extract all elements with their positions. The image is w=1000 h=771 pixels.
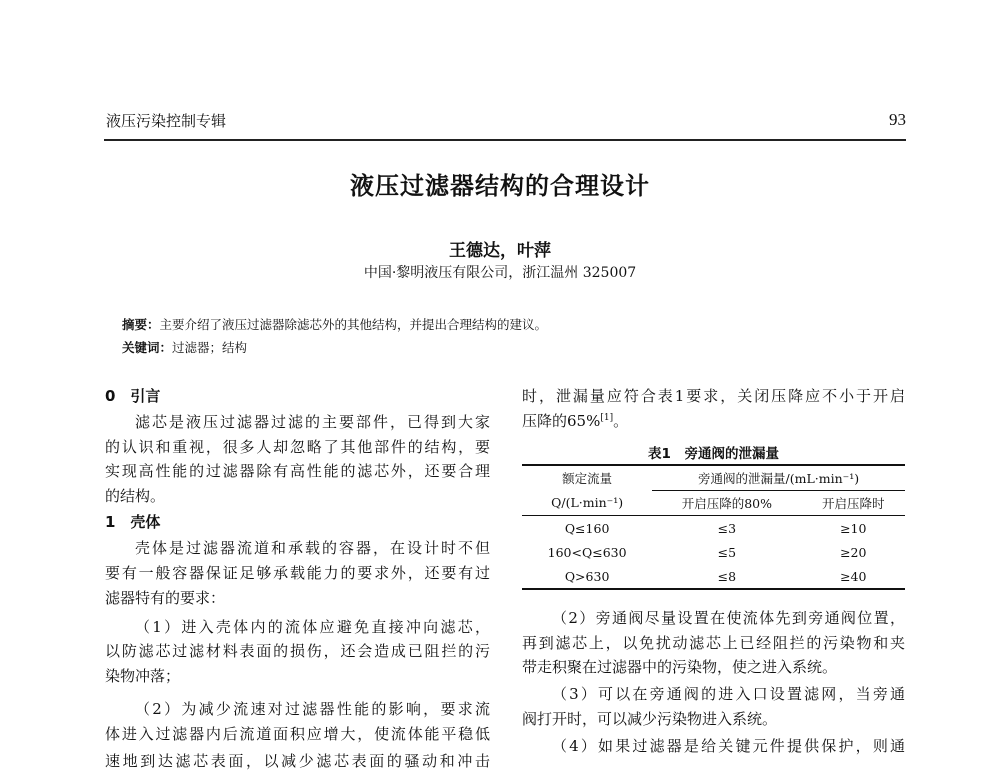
text-line: 的认识和重视，很多人却忽略了其他部件的结构，要 xyxy=(105,438,490,456)
abstract-label: 摘要： xyxy=(122,317,160,332)
table-cell: ≤5 xyxy=(717,544,737,560)
text-line: 要有一般容器保证足够承载能力的要求外，还要有过 xyxy=(105,564,490,582)
header-rule xyxy=(104,139,906,141)
text-line: 体进入过滤器内后流道面积应增大，使流体能平稳低 xyxy=(105,725,490,743)
col-header-flow-unit: Q/(L·min⁻¹) xyxy=(522,491,652,516)
text-line: 再到滤芯上，以免扰动滤芯上已经阻拦的污染物和夹 xyxy=(522,634,905,652)
table-cell: 160<Q≤630 xyxy=(547,544,627,560)
keywords xyxy=(122,338,247,356)
section-heading-housing: 1 壳体 xyxy=(105,513,161,531)
section-heading-intro: 0 引言 xyxy=(105,387,161,405)
text-line: 以防滤芯过滤材料表面的损伤，还会造成已阻拦的污 xyxy=(105,642,490,660)
text-fragment: 压降的65% xyxy=(522,412,601,430)
text-line xyxy=(522,410,905,431)
table-cell: Q≤160 xyxy=(564,520,610,536)
text-line: 带走积聚在过滤器中的污染物，使之进入系统。 xyxy=(522,658,838,676)
text-line: 壳体是过滤器流道和承载的容器，在设计时不但 xyxy=(135,539,490,557)
text-fragment: 。 xyxy=(613,412,629,430)
paper-title: 液压过滤器结构的合理设计 xyxy=(350,172,650,200)
text-line: （3）可以在旁通阀的进入口设置滤网，当旁通 xyxy=(552,685,905,703)
col-header-leakage: 旁通阀的泄漏量/(mL·min⁻¹) xyxy=(698,471,860,486)
table-caption: 表1 旁通阀的泄漏量 xyxy=(648,446,779,462)
text-line: （1）进入壳体内的流体应避免直接冲向滤芯， xyxy=(135,618,490,636)
text-line: （2）旁通阀尽量设置在使流体先到旁通阀位置， xyxy=(552,609,905,627)
table-row xyxy=(522,516,905,541)
sub-header-open: 开启压降时 xyxy=(802,491,905,516)
text-line: 滤芯是液压过滤器过滤的主要部件，已得到大家 xyxy=(135,413,490,431)
col-header-flow: 额定流量 xyxy=(562,471,613,487)
text-line: （2）为减少流速对过滤器性能的影响，要求流 xyxy=(135,700,490,718)
keywords-label: 关键词： xyxy=(122,340,173,355)
authors: 王德达，叶萍 xyxy=(449,241,551,261)
text-line: 染物冲落； xyxy=(105,667,181,685)
abstract-text: 主要介绍了液压过滤器除滤芯外的其他结构，并提出合理结构的建议。 xyxy=(159,317,548,332)
running-header: 液压污染控制专辑 xyxy=(106,112,227,130)
table-cell: Q>630 xyxy=(564,568,610,584)
sub-header-80: 开启压降的80% xyxy=(652,491,801,516)
table-cell: ≥10 xyxy=(840,520,867,536)
text-line: 时，泄漏量应符合表1要求，关闭压降应不小于开启 xyxy=(522,387,905,405)
table-cell: ≥20 xyxy=(840,544,867,560)
text-line: （4）如果过滤器是给关键元件提供保护，则通 xyxy=(552,737,905,755)
table-row xyxy=(522,540,905,564)
text-line: 阀打开时，可以减少污染物进入系统。 xyxy=(522,710,778,728)
affiliation: 中国·黎明液压有限公司，浙江温州 325007 xyxy=(363,265,637,281)
text-line: 滤器特有的要求： xyxy=(105,589,226,607)
keywords-text: 过滤器；结构 xyxy=(172,340,248,355)
table-cell: ≤3 xyxy=(717,520,737,536)
abstract xyxy=(122,315,547,333)
text-line: 速地到达滤芯表面，以减少滤芯表面的骚动和冲击 xyxy=(105,752,490,770)
text-line: 实现高性能的过滤器除有高性能的滤芯外，还要合理 xyxy=(105,462,490,480)
table-cell: ≥40 xyxy=(840,568,867,584)
table-cell: ≤8 xyxy=(717,568,737,584)
table-row xyxy=(522,564,905,589)
text-line: 的结构。 xyxy=(105,487,166,505)
citation: [1] xyxy=(600,413,614,423)
leakage-table xyxy=(522,464,905,590)
page-number: 93 xyxy=(889,110,906,129)
